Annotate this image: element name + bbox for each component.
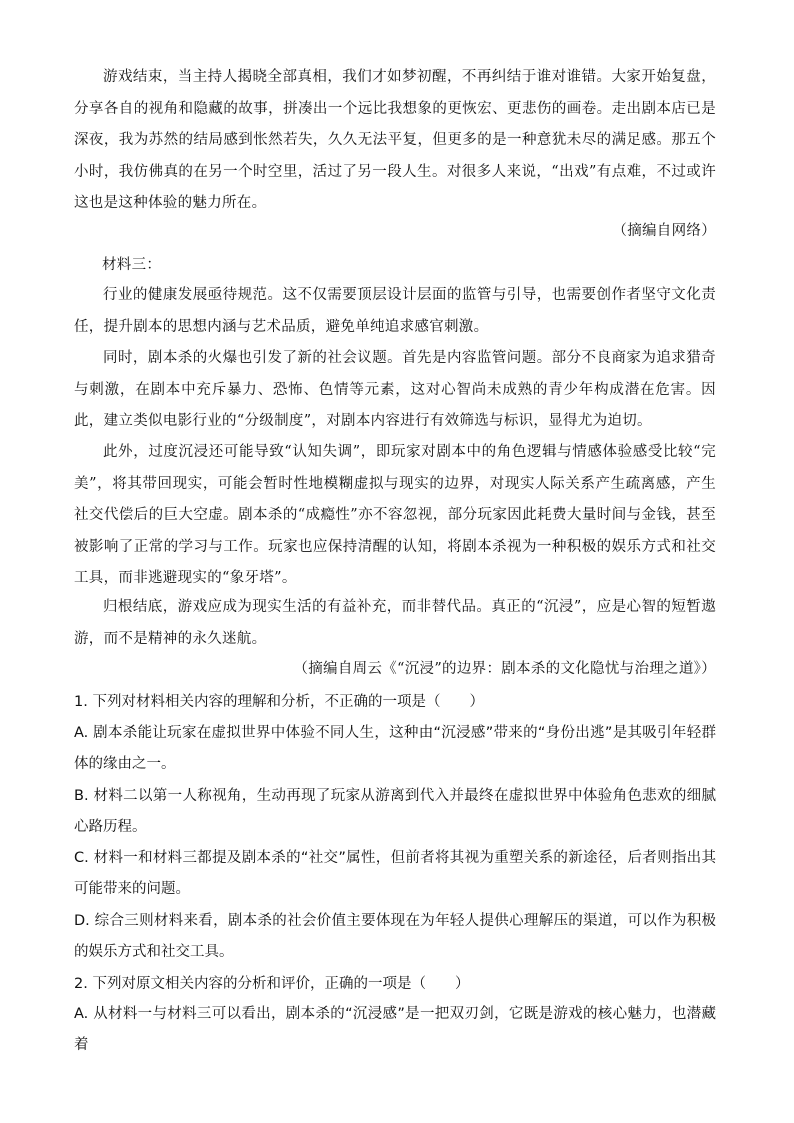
question-1-option-d: D. 综合三则材料来看，剧本杀的社会价值主要体现在为年轻人提供心理解压的渠道，可以作为积极的娱乐方式和社交工具。	[74, 913, 716, 961]
material3-paragraph-2: 同时，剧本杀的火爆也引发了新的社会议题。首先是内容监管问题。部分不良商家为追求猎奇与刺激，在剧本中充斥暴力、恐怖、色情等元素，这对心智尚未成熟的青少年构成潜在危害。因此，建立类似电影行业的“分级制度”，对剧本内容进行有效筛选与标识，显得尤为迫切。	[74, 350, 716, 430]
material2-ending-paragraph: 游戏结束，当主持人揭晓全部真相，我们才如梦初醒，不再纠结于谁对谁错。大家开始复盘，分享各自的视角和隐藏的故事，拼凑出一个远比我想象的更恢宏、更悲伤的画卷。走出剧本店已是深夜，我为苏然的结局感到怅然若失，久久无法平复，但更多的是一种意犹未尽的满足感。那五个小时，我仿佛真的在另一个时空里，活过了另一段人生。对很多人来说，“出戏”有点难，不过或许这也是这种体验的魅力所在。	[74, 69, 716, 212]
material3-heading: 材料三：	[102, 257, 162, 273]
question-1-option-b: B. 材料二以第一人称视角，生动再现了玩家从游离到代入并最终在虚拟世界中体验角色悲欢的细腻心路历程。	[74, 788, 716, 836]
question-1-stem: 1. 下列对材料相关内容的理解和分析，不正确的一项是（ ）	[74, 694, 484, 710]
material2-source: （摘编自网络）	[612, 223, 716, 239]
material3-paragraph-3: 此外，过度沉浸还可能导致“认知失调”，即玩家对剧本中的角色逻辑与情感体验感受比较“完美”，将其带回现实，可能会暂时性地模糊虚拟与现实的边界，对现实人际关系产生疏离感，产生社交代偿后的巨大空虚。剧本杀的“成瘾性”亦不容忽视，部分玩家因此耗费大量时间与金钱，甚至被影响了正常的学习与工作。玩家也应保持清醒的认知，将剧本杀视为一种积极的娱乐方式和社交工具，而非逃避现实的“象牙塔”。	[74, 444, 716, 587]
material3-paragraph-4: 归根结底，游戏应成为现实生活的有益补充，而非替代品。真正的“沉浸”，应是心智的短暂遨游，而不是精神的永久迷航。	[74, 599, 716, 647]
question-2-stem: 2. 下列对原文相关内容的分析和评价，正确的一项是（ ）	[74, 976, 470, 992]
material3-paragraph-1: 行业的健康发展亟待规范。这不仅需要顶层设计层面的监管与引导，也需要创作者坚守文化责任，提升剧本的思想内涵与艺术品质，避免单纯追求感官刺激。	[74, 287, 716, 335]
question-1-option-c: C. 材料一和材料三都提及剧本杀的“社交”属性，但前者将其视为重塑关系的新途径，后者则指出其可能带来的问题。	[74, 850, 716, 898]
question-1-option-a: A. 剧本杀能让玩家在虚拟世界中体验不同人生，这种由“沉浸感”带来的“身份出逃”是其吸引年轻群体的缘由之一。	[74, 725, 716, 773]
question-2-option-a: A. 从材料一与材料三可以看出，剧本杀的“沉浸感”是一把双刃剑，它既是游戏的核心魅力，也潜藏着	[74, 1006, 716, 1054]
material3-source: （摘编自周云《“沉浸”的边界：剧本杀的文化隐忧与治理之道》）	[293, 661, 716, 677]
